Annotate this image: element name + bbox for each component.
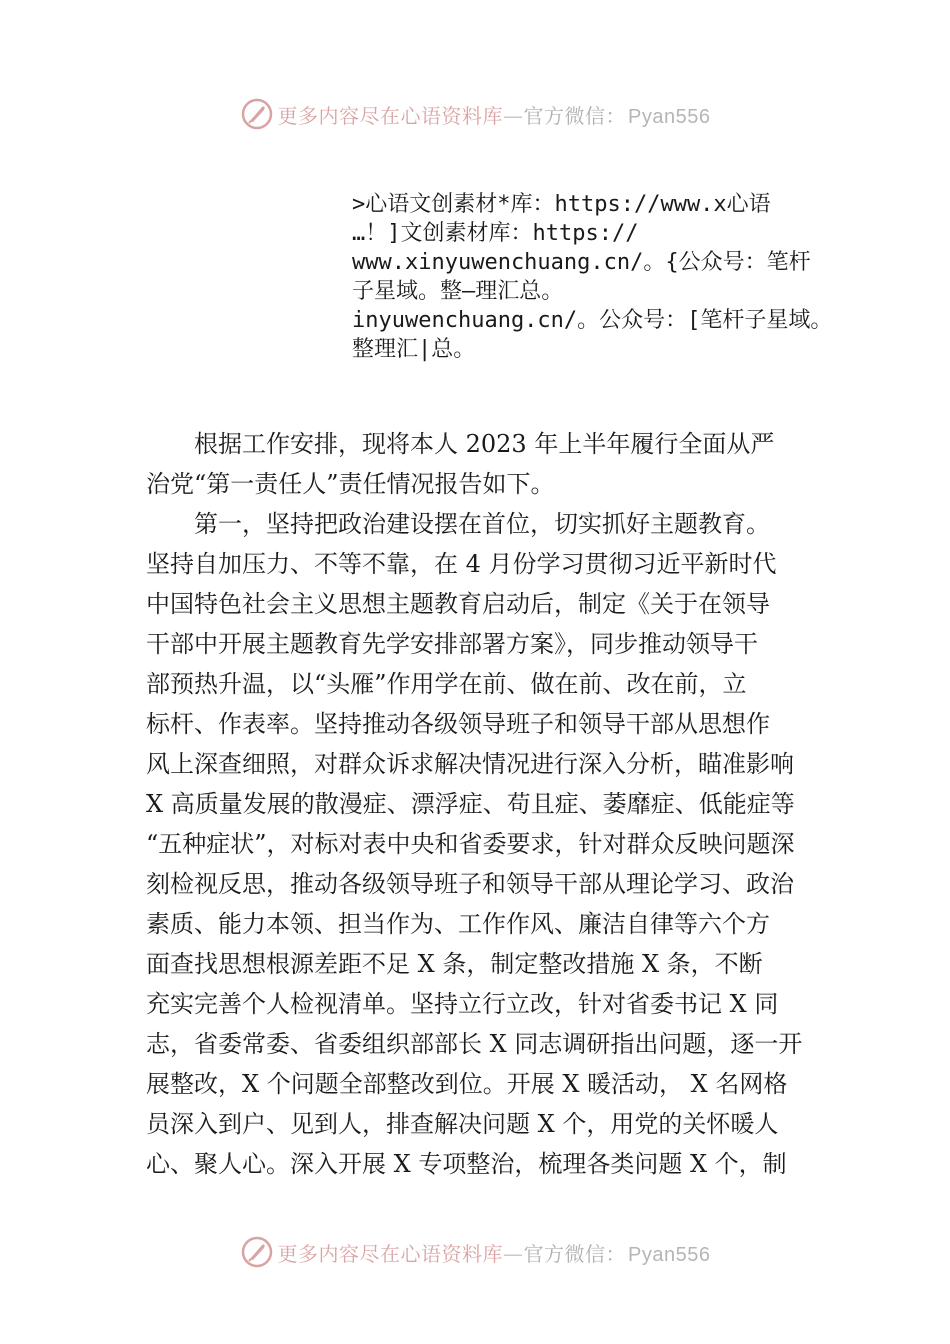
watermark-wechat-label: 官方微信：	[523, 103, 627, 128]
paragraph-line: 心、聚人心。深入开展 X 专项整治，梳理各类问题 X 个，制	[146, 1150, 787, 1178]
watermark-dash: —	[503, 103, 524, 128]
paragraph-line: “五种症状”，对标对表中央和省委要求，针对群众反映问题深	[146, 830, 795, 858]
paragraph-line: 刻检视反思，推动各级领导班子和领导干部从理论学习、政治	[146, 870, 794, 898]
source-note-line: …！]文创素材库：https://	[352, 221, 639, 246]
source-note-line: >心语文创素材*库：https://www.x心语	[352, 192, 771, 217]
paragraph-line: 志，省委常委、省委组织部部长 X 同志调研指出问题，逐一开	[146, 1030, 803, 1058]
paragraph-line: 展整改，X 个问题全部整改到位。开展 X 暖活动， X 名网格	[146, 1070, 788, 1098]
paragraph-line: 标杆、作表率。坚持推动各级领导班子和领导干部从思想作	[146, 710, 770, 738]
watermark-wechat-label: 官方微信：	[523, 1241, 627, 1266]
watermark-wechat-id: Pyan556	[628, 105, 711, 128]
paragraph-line: 面查找思想根源差距不足 X 条，制定整改措施 X 条，不断	[146, 950, 763, 978]
paragraph-line: 干部中开展主题教育先学安排部署方案》，同步推动领导干	[146, 630, 758, 658]
quill-seal-icon	[240, 1235, 274, 1269]
watermark-brand: 更多内容尽在心语资料库	[277, 103, 504, 128]
quill-seal-icon	[240, 97, 274, 131]
paragraph-line: 坚持自加压力、不等不靠，在 4 月份学习贯彻习近平新时代	[146, 550, 777, 578]
paragraph-line: 部预热升温，以“头雁”作用学在前、做在前、改在前，立	[146, 670, 747, 698]
watermark-dash: —	[503, 1241, 524, 1266]
paragraph-line: 第一，坚持把政治建设摆在首位，切实抓好主题教育。	[194, 510, 770, 538]
paragraph-line: 根据工作安排，现将本人 2023 年上半年履行全面从严	[194, 430, 775, 458]
header-watermark-banner	[0, 94, 950, 134]
footer-watermark-banner	[0, 1232, 950, 1272]
paragraph-line: X 高质量发展的散漫症、漂浮症、苟且症、萎靡症、低能症等	[146, 790, 795, 818]
source-note-line: www.xinyuwenchuang.cn/。{公众号：笔杆	[352, 250, 811, 275]
paragraph-line: 员深入到户、见到人，排查解决问题 X 个，用党的关怀暖人	[146, 1110, 779, 1138]
watermark-brand: 更多内容尽在心语资料库	[277, 1241, 504, 1266]
paragraph-line: 素质、能力本领、担当作为、工作作风、廉洁自律等六个方	[146, 910, 770, 938]
source-note-line: inyuwenchuang.cn/。公众号：[笔杆子星域。	[352, 308, 833, 333]
paragraph-line: 治党“第一责任人”责任情况报告如下。	[146, 470, 555, 498]
watermark-text	[278, 1238, 711, 1267]
report-body	[146, 424, 836, 1184]
paragraph-line: 中国特色社会主义思想主题教育启动后，制定《关于在领导	[146, 590, 770, 618]
watermark-text	[278, 100, 711, 129]
paragraph-line: 风上深查细照，对群众诉求解决情况进行深入分析，瞄准影响	[146, 750, 794, 778]
watermark-wechat-id: Pyan556	[628, 1243, 711, 1266]
source-note-line: 子星域。整—理汇总。	[352, 279, 564, 304]
paragraph-line: 充实完善个人检视清单。坚持立行立改，针对省委书记 X 同	[146, 990, 779, 1018]
source-note-line: 整理汇|总。	[352, 337, 476, 362]
source-note-block	[352, 190, 912, 364]
